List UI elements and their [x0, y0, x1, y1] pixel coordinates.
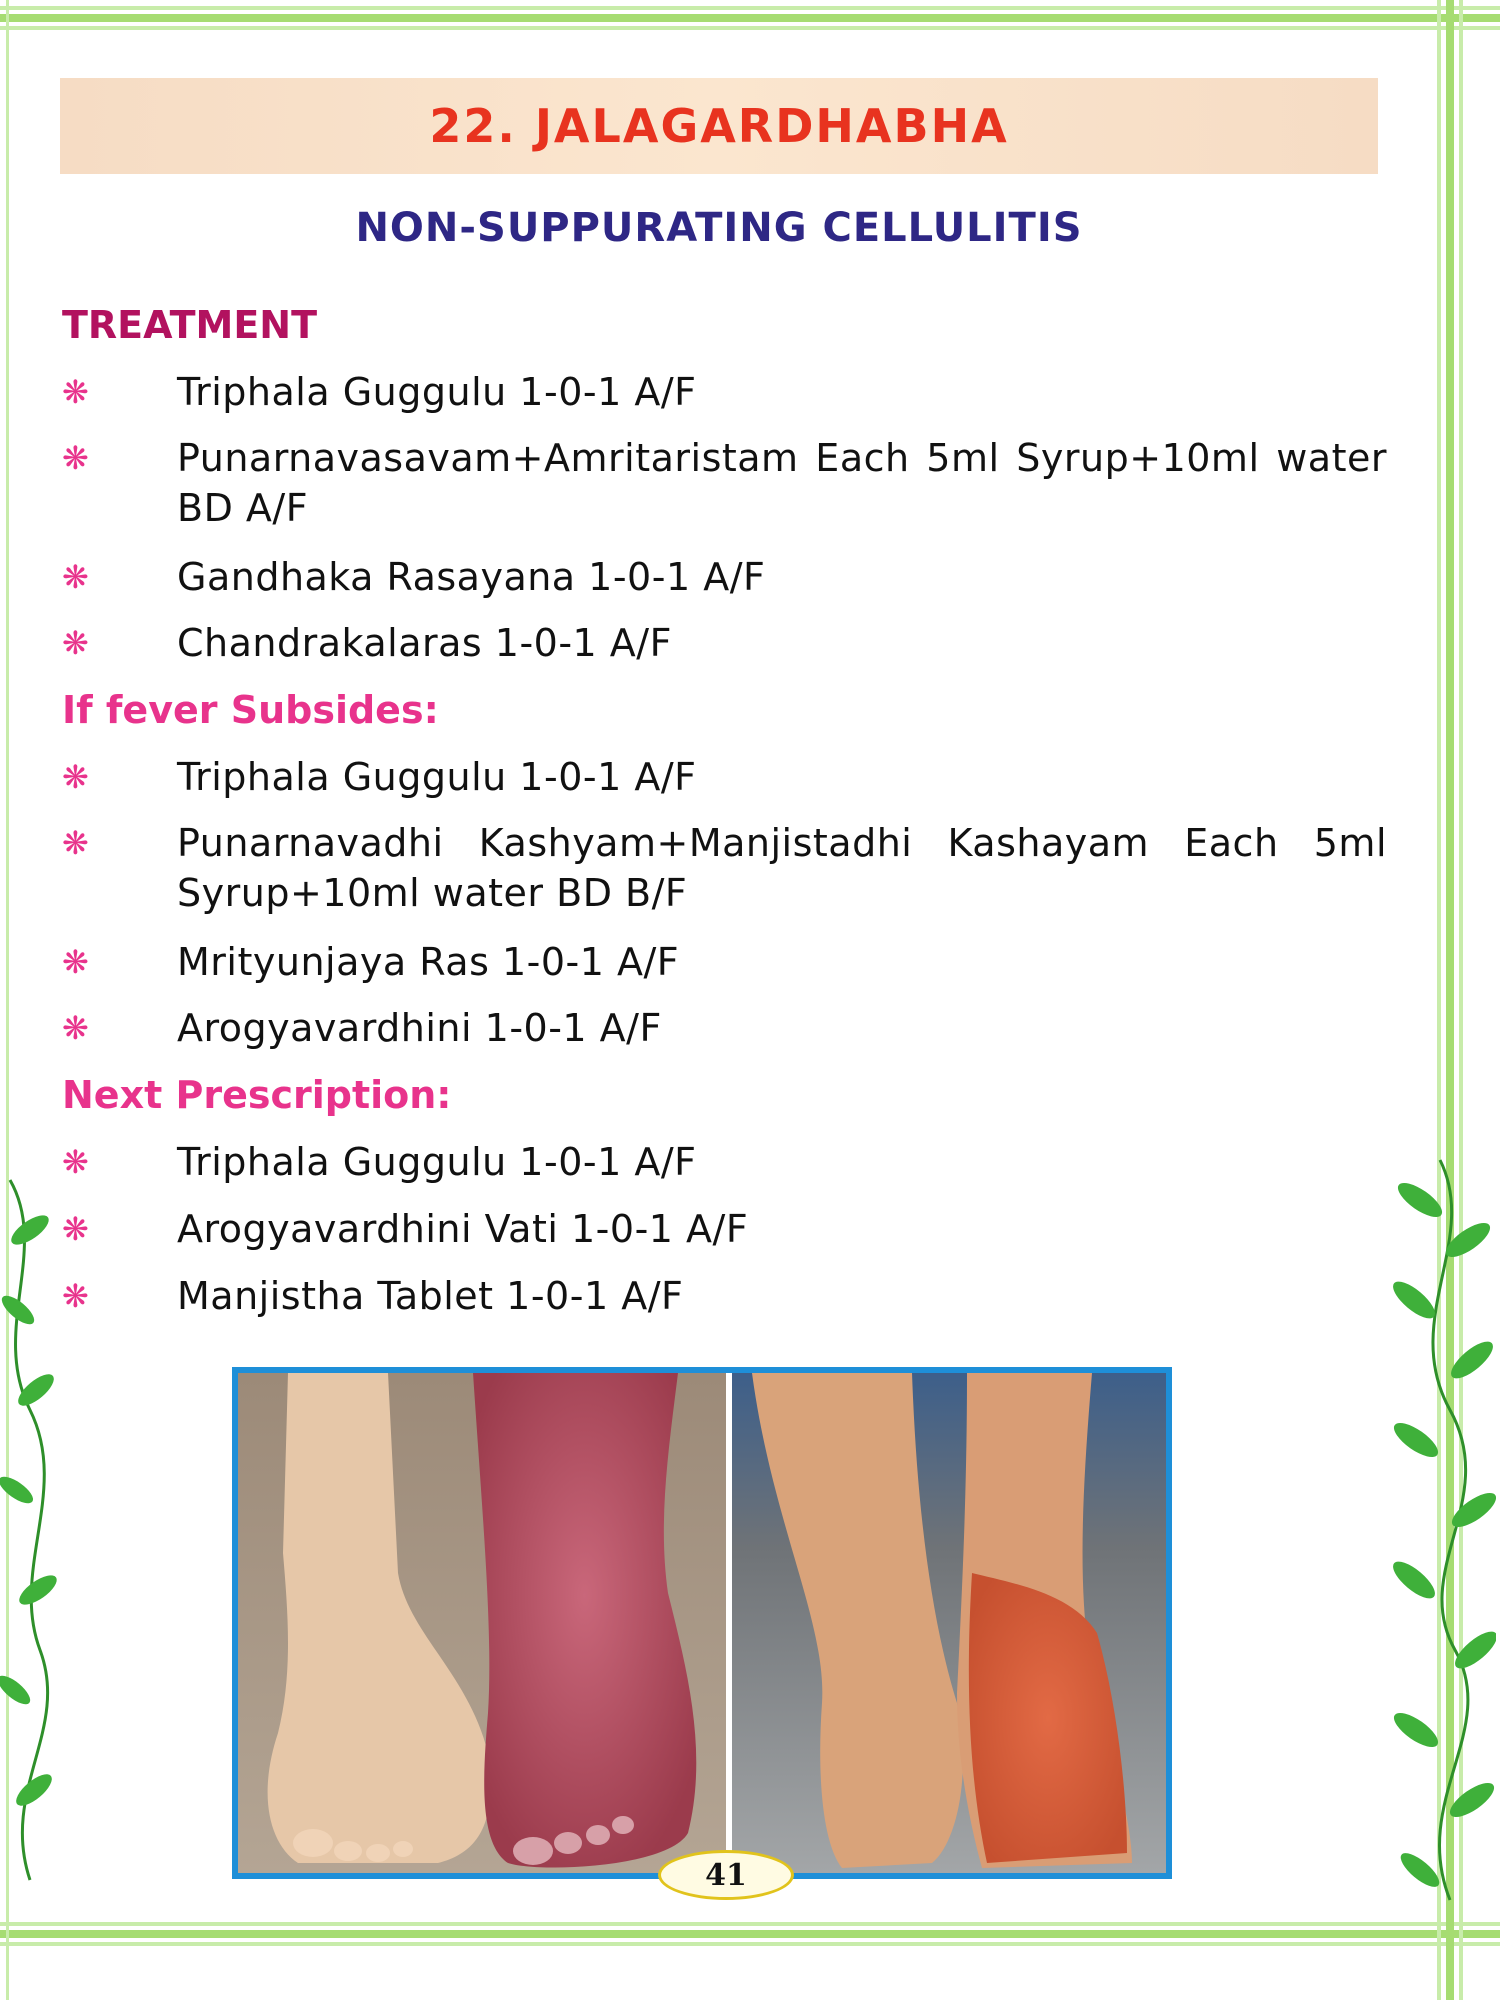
asterisk-flower-icon: ❋ — [62, 1277, 90, 1315]
list-item-text: Arogyavardhini 1-0-1 A/F — [177, 1006, 662, 1050]
list-item-text: Chandrakalaras 1-0-1 A/F — [177, 621, 672, 665]
list-item — [62, 937, 1392, 987]
list-item — [62, 752, 1392, 802]
page-title: 22. JALAGARDHABHA — [429, 99, 1009, 153]
list-item — [62, 367, 1392, 417]
list-item — [62, 818, 1392, 918]
asterisk-flower-icon: ❋ — [62, 1143, 90, 1181]
list-item-text: Arogyavardhini Vati 1-0-1 A/F — [177, 1207, 749, 1251]
title-band — [60, 78, 1378, 174]
asterisk-flower-icon: ❋ — [62, 943, 90, 981]
asterisk-flower-icon: ❋ — [62, 558, 90, 596]
section-heading-treatment: TREATMENT — [62, 303, 318, 347]
list-item-text: Mrityunjaya Ras 1-0-1 A/F — [177, 940, 680, 984]
list-item — [62, 433, 1392, 533]
asterisk-flower-icon: ❋ — [62, 439, 90, 477]
cellulitis-foot-photo-right — [732, 1373, 1166, 1873]
list-item-text: Gandhaka Rasayana 1-0-1 A/F — [177, 555, 766, 599]
list-item — [62, 1003, 1392, 1053]
asterisk-flower-icon: ❋ — [62, 1210, 90, 1248]
photo-frame — [232, 1367, 1172, 1879]
asterisk-flower-icon: ❋ — [62, 824, 90, 862]
list-item-text: Triphala Guggulu 1-0-1 A/F — [177, 1140, 697, 1184]
asterisk-flower-icon: ❋ — [62, 1009, 90, 1047]
list-item-text: Triphala Guggulu 1-0-1 A/F — [177, 370, 697, 414]
page-number: 41 — [658, 1850, 794, 1900]
section-heading-next-prescription: Next Prescription: — [62, 1073, 452, 1117]
page-subtitle: NON-SUPPURATING CELLULITIS — [355, 205, 1083, 251]
right-vine-decoration — [1380, 1150, 1496, 1910]
list-item-text: Manjistha Tablet 1-0-1 A/F — [177, 1274, 684, 1318]
cellulitis-foot-photo-left — [238, 1373, 726, 1873]
section-heading-fever-subsides: If fever Subsides: — [62, 688, 439, 732]
asterisk-flower-icon: ❋ — [62, 758, 90, 796]
list-item — [62, 1204, 1392, 1254]
list-item — [62, 618, 1392, 668]
list-item-text: Punarnavadhi Kashyam+Manjistadhi Kashayam Each 5ml Syrup+10ml water BD B/F — [177, 821, 1387, 915]
asterisk-flower-icon: ❋ — [62, 373, 90, 411]
left-vine-decoration — [0, 1170, 70, 1890]
list-item — [62, 552, 1392, 602]
asterisk-flower-icon: ❋ — [62, 624, 90, 662]
list-item — [62, 1271, 1392, 1321]
list-item — [62, 1137, 1392, 1187]
list-item-text: Triphala Guggulu 1-0-1 A/F — [177, 755, 697, 799]
list-item-text: Punarnavasavam+Amritaristam Each 5ml Syrup+10ml water BD A/F — [177, 436, 1387, 530]
